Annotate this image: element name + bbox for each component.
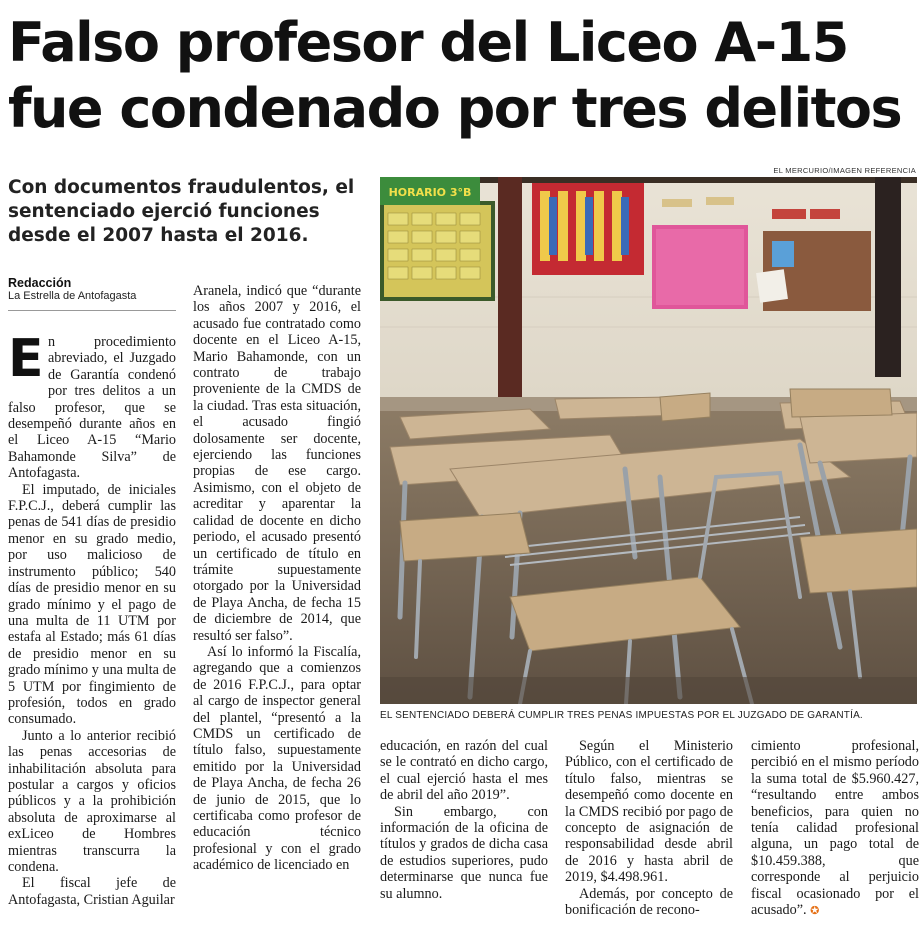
schedule-sign: HORARIO 3°B <box>388 186 472 199</box>
paragraph: Junto a lo anterior recibió las penas accesorias de inhabilitación absoluta para postular a cargos y oficios públicos y a la prohibición absoluta de aproximarse al exLiceo de Hombres mientras transcurra la condena. <box>8 727 176 875</box>
article-column-1 <box>8 334 176 931</box>
paragraph: Sin embargo, con información de la oficina de títulos y grados de dicha casa de estudios superiores, pudo determinarse que nunca fue su alumno. <box>380 803 548 902</box>
byline-divider <box>8 310 176 311</box>
photo-credit: EL MERCURIO/IMAGEN REFERENCIA <box>773 166 916 175</box>
paragraph: Así lo informó la Fiscalía, agregando que a comienzos de 2016 F.P.C.J., para optar al cargo de inspector general del plantel, “presentó a la CMDS un certificado de título falso, supuestamente emitido por la Universidad de Playa Ancha, de fecha 26 de junio de 2015, que lo certificaba como profesor de educación técnico profesional y con el grado académico de licenciado en <box>193 643 361 874</box>
classroom-photo <box>380 177 917 704</box>
paragraph <box>8 334 176 482</box>
end-mark-icon: ✪ <box>810 905 820 918</box>
byline-author: Redacción <box>8 276 72 290</box>
paragraph <box>751 738 919 919</box>
headline-line-2: fue condenado por tres delitos <box>8 77 902 140</box>
deck-subtitle: Con documentos fraudulentos, el sentenciado ejerció funciones desde el 2007 hasta el 2016. <box>8 177 355 246</box>
drop-cap: E <box>8 334 44 389</box>
article-column-4 <box>565 738 733 931</box>
headline <box>8 10 918 142</box>
article-column-2 <box>193 283 361 931</box>
photo-caption: EL SENTENCIADO DEBERÁ CUMPLIR TRES PENAS IMPUESTAS POR EL JUZGADO DE GARANTÍA. <box>380 710 863 721</box>
byline-organization: La Estrella de Antofagasta <box>8 290 137 302</box>
paragraph-text: cimiento profesional, percibió en el mismo período la suma total de $5.960.427, “resultando entre ambos beneficios, para quien no tenía calidad profesional alguna, un pago total de $10.459.388, que corresponde al perjuicio fiscal ocasionado por el acusado”. <box>751 738 919 919</box>
classroom-illustration <box>380 177 917 704</box>
paragraph: El imputado, de iniciales F.P.C.J., deberá cumplir las penas de 541 días de presidio menor en su grado medio, por uso malicioso de instrumento público; 540 días de presidio menor en su grado mínimo y el pago de una multa de 11 UTM por estafa al Estado; más 61 días de presidio menor en su grado mínimo y una multa de 5 UTM por fingimiento de profesión, todos en grado consumado. <box>8 481 176 728</box>
paragraph: Según el Ministerio Público, con el certificado de título falso, mientras se desempeñó como docente en la CMDS recibió por pago de concepto de asignación de responsabilidad desde abril de 2016 y hasta abril de 2019, $4.498.961. <box>565 738 733 886</box>
headline-line-1: Falso profesor del Liceo A-15 <box>8 11 848 74</box>
article-column-5 <box>751 738 919 931</box>
article-column-3 <box>380 738 548 931</box>
paragraph: El fiscal jefe de Antofagasta, Cristian Aguilar <box>8 875 176 908</box>
byline <box>8 276 178 303</box>
paragraph: Además, por concepto de bonificación de recono- <box>565 885 733 919</box>
paragraph: Aranela, indicó que “durante los años 2007 y 2016, el acusado fue contratado como docente en el Liceo A-15, Mario Bahamonde, con un contrato de trabajo proveniente de la CMDS de la ciudad. Tras esta situación, el acusado fingió dolosamente ser docente, ejerciendo las funciones propias de ese cargo. Asimismo, con el objeto de acreditar y aparentar la calidad de docente en dicho periodo, el acusado presentó un certificado de título en trámite supuestamente otorgado por la Universidad de Playa Ancha, de fecha 15 de diciembre de 2014, que resultó ser falso”. <box>193 283 361 644</box>
paragraph: educación, en razón del cual se le contrató en dicho cargo, el cual ejerció hasta el mes de abril del año 2019”. <box>380 738 548 804</box>
paragraph-text: n procedimiento abreviado, el Juzgado de Garantía condenó por tres delitos a un falso profesor, que se desempeñó durante años en el Liceo A-15 “Mario Bahamonde Silva” de Antofagasta. <box>8 334 176 482</box>
